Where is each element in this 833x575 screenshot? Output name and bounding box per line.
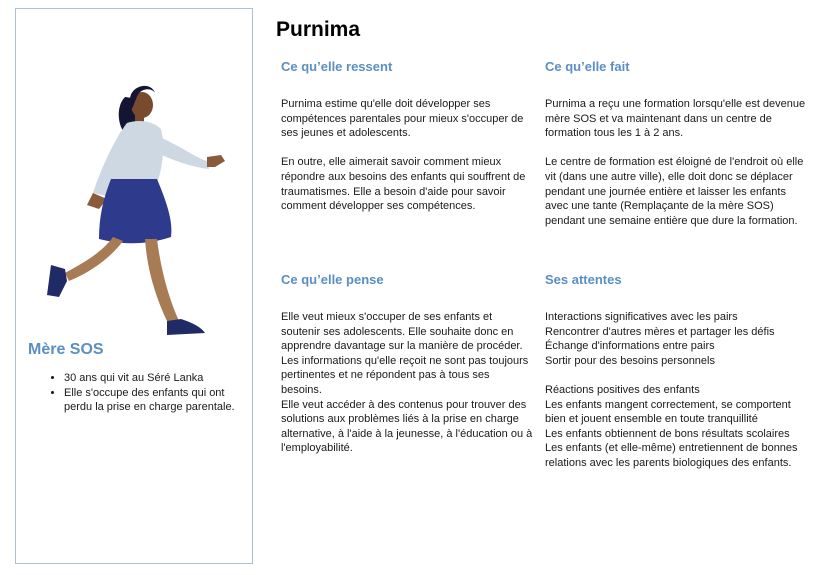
role-title: Mère SOS [28,341,104,358]
expectation-line: Échange d'informations entre pairs [545,340,715,353]
expectation-line: Interactions significatives avec les pairs [545,311,738,323]
section-title: Ce qu’elle ressent [281,59,393,74]
section-does [545,59,807,243]
section-title: Ses attentes [545,272,622,287]
section-feels [281,59,543,228]
expectation-line: Les enfants obtiennent de bons résultats scolaires [545,427,790,440]
profile-fact: • Elle s'occupe des enfants qui ont perdu la prise en charge parentale. [64,386,248,414]
section-expects [545,272,805,485]
profile-card [15,8,253,564]
expectation-line: Les enfants mangent correctement, se comportent bien et jouent ensemble en toute tranquillité [545,398,791,426]
paragraph: En outre, elle aimerait savoir comment mieux répondre aux besoins des enfants qui souffrent de traumatismes. Elle a besoin d'aide pour savoir comment développer ses compétences. [281,156,526,213]
expectation-line: Sortir pour des besoins personnels [545,354,715,367]
expectation-line: Réactions positives des enfants [545,383,700,396]
paragraph: Le centre de formation est éloigné de l'endroit où elle vit (dans une autre ville), elle doit donc se déplacer pendant une journée entière et laisser les enfants avec une tante (Remplaçante de la mère SOS) pendant une semaine entière que dure la formation. [545,156,804,227]
expectation-line: Rencontrer d'autres mères et partager les défis [545,325,775,338]
expectations-group [545,383,805,471]
section-thinks [281,272,533,456]
section-title: Ce qu’elle pense [281,272,384,287]
paragraph: Purnima a reçu une formation lorsqu'elle est devenue mère SOS et va maintenant dans un centre de formation tous les 1 à 2 ans. [545,98,806,140]
expectation-line: Les enfants (et elle-même) entretiennent de bonnes relations avec les parents biologiques des enfants. [545,442,798,469]
persona-name: Purnima [276,18,361,41]
paragraph: Elle veut mieux s'occuper de ses enfants et soutenir ses adolescents. Elle souhaite donc en apprendre davantage sur la manière de procéder. Les informations qu'elle reçoit ne sont pas toujours pertinentes et ne répondent pas à tous ses besoins. [281,311,529,396]
paragraph: Purnima estime qu'elle doit développer ses compétences parentales pour mieux s'occuper de ses jeunes et adolescents. [281,98,524,140]
section-title: Ce qu’elle fait [545,59,630,74]
walking-woman-illustration [29,75,229,345]
expectations-group [545,310,805,368]
profile-facts [28,371,248,415]
profile-fact: • 30 ans qui vit au Séré Lanka [64,371,248,385]
paragraph: Elle veut accéder à des contenus pour trouver des solutions aux problèmes liés à la prise en charge alternative, à l'aide à la jeunesse, à l'éducation ou à l'employabilité. [281,398,533,455]
